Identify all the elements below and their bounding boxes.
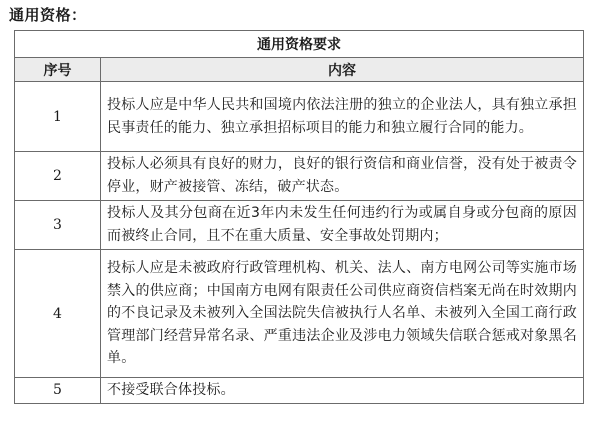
table-row — [15, 250, 584, 378]
table-row — [15, 378, 584, 404]
column-header-number: 序号 — [15, 58, 101, 82]
column-header-content: 内容 — [101, 58, 584, 82]
table-row — [15, 152, 584, 201]
table-row — [15, 201, 584, 250]
row-content: 投标人应是中华人民共和国境内依法注册的独立的企业法人，具有独立承担民事责任的能力、独立承担招标项目的能力和独立履行合同的能力。 — [101, 82, 584, 152]
row-number: 4 — [15, 250, 101, 378]
row-number: 2 — [15, 152, 101, 201]
row-number: 5 — [15, 378, 101, 404]
row-number: 3 — [15, 201, 101, 250]
section-heading: 通用资格： — [9, 6, 87, 24]
table-header-row — [15, 58, 584, 82]
row-content: 投标人及其分包商在近3年内未发生任何违约行为或属自身或分包商的原因而被终止合同，且不在重大质量、安全事故处罚期内； — [101, 201, 584, 250]
row-content: 投标人必须具有良好的财力，良好的银行资信和商业信誉，没有处于被责令停业，财产被接管、冻结，破产状态。 — [101, 152, 584, 201]
requirements-table — [14, 30, 584, 404]
row-content: 不接受联合体投标。 — [101, 378, 584, 404]
table-title-row — [15, 31, 584, 58]
row-content: 投标人应是未被政府行政管理机构、机关、法人、南方电网公司等实施市场禁入的供应商；中国南方电网有限责任公司供应商资信档案无尚在时效期内的不良记录及未被列入全国法院失信被执行人名单、未被列入全国工商行政管理部门经营异常名录、严重违法企业及涉电力领域失信联合惩戒对象黑名单。 — [101, 250, 584, 378]
table-title: 通用资格要求 — [15, 31, 584, 58]
row-number: 1 — [15, 82, 101, 152]
table-row — [15, 82, 584, 152]
